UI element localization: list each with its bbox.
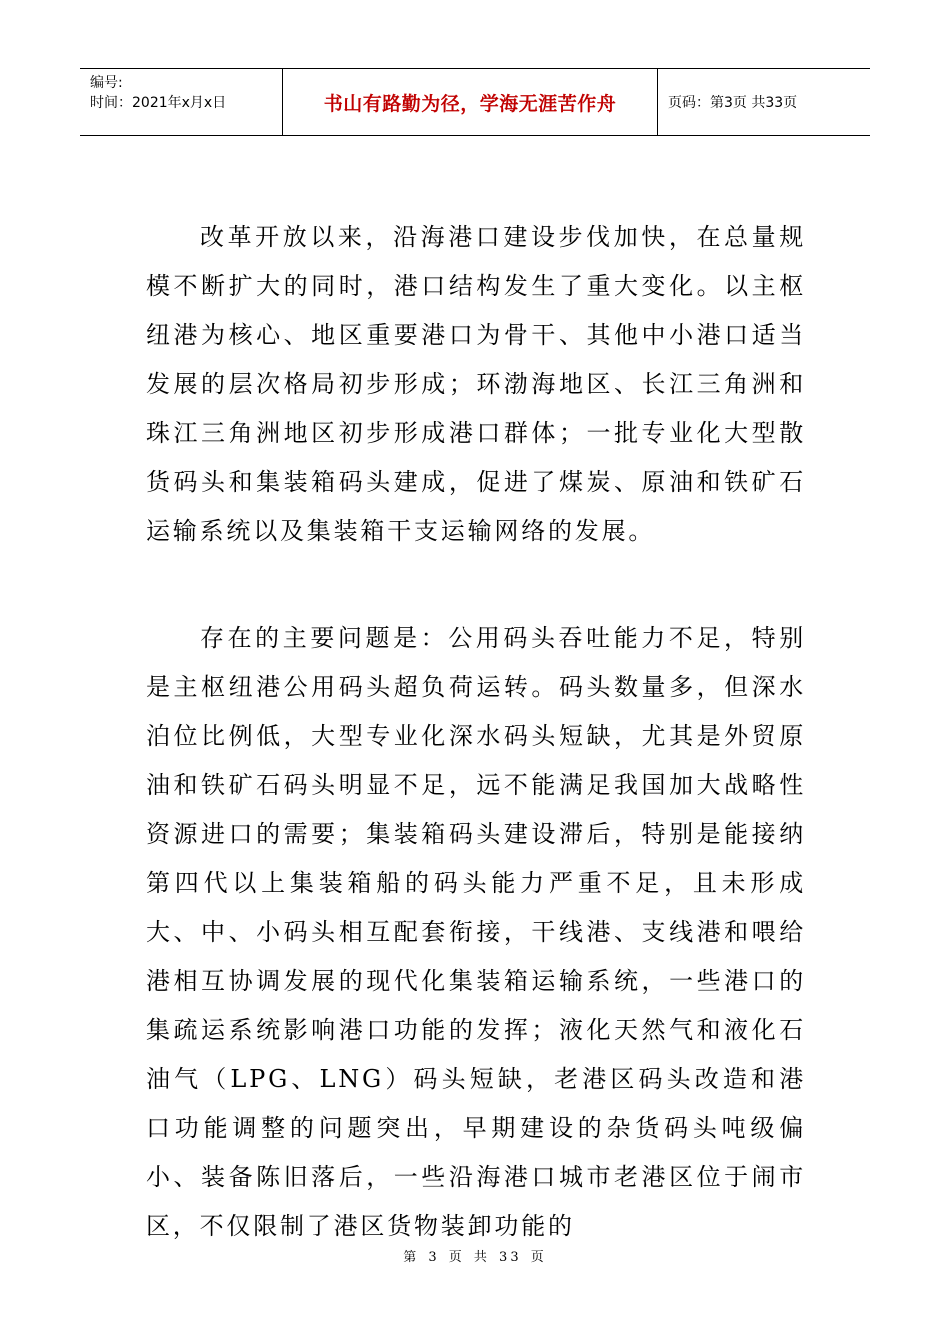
page-footer: 第 3 页 共 33 页 xyxy=(403,1250,547,1265)
header-meta xyxy=(80,69,283,135)
page-header xyxy=(80,68,870,136)
document-body xyxy=(146,213,806,1251)
document-number-label: 编号: xyxy=(90,75,123,91)
document-date-label: 时间：2021年x月x日 xyxy=(90,95,227,111)
body-paragraph: 改革开放以来，沿海港口建设步伐加快，在总量规模不断扩大的同时，港口结构发生了重大变化。以主枢纽港为核心、地区重要港口为骨干、其他中小港口适当发展的层次格局初步形成；环渤海地区、长江三角洲和珠江三角洲地区初步形成港口群体；一批专业化大型散货码头和集装箱码头建成，促进了煤炭、原油和铁矿石运输系统以及集装箱干支运输网络的发展。 xyxy=(146,223,806,545)
header-page-info: 页码：第3页 共33页 xyxy=(668,95,798,111)
body-paragraph: 存在的主要问题是：公用码头吞吐能力不足，特别是主枢纽港公用码头超负荷运转。码头数量多，但深水泊位比例低，大型专业化深水码头短缺，尤其是外贸原油和铁矿石码头明显不足，远不能满足我国加大战略性资源进口的需要；集装箱码头建设滞后，特别是能接纳第四代以上集装箱船的码头能力严重不足，且未形成大、中、小码头相互配套衔接，干线港、支线港和喂给港相互协调发展的现代化集装箱运输系统，一些港口的集疏运系统影响港口功能的发挥；液化天然气和液化石油气（LPG、LNG）码头短缺，老港区码头改造和港口功能调整的问题突出，早期建设的杂货码头吨级偏小、装备陈旧落后，一些沿海港口城市老港区位于闹市区，不仅限制了港区货物装卸功能的 xyxy=(146,624,806,1240)
header-motto: 书山有路勤为径，学海无涯苦作舟 xyxy=(283,69,658,135)
